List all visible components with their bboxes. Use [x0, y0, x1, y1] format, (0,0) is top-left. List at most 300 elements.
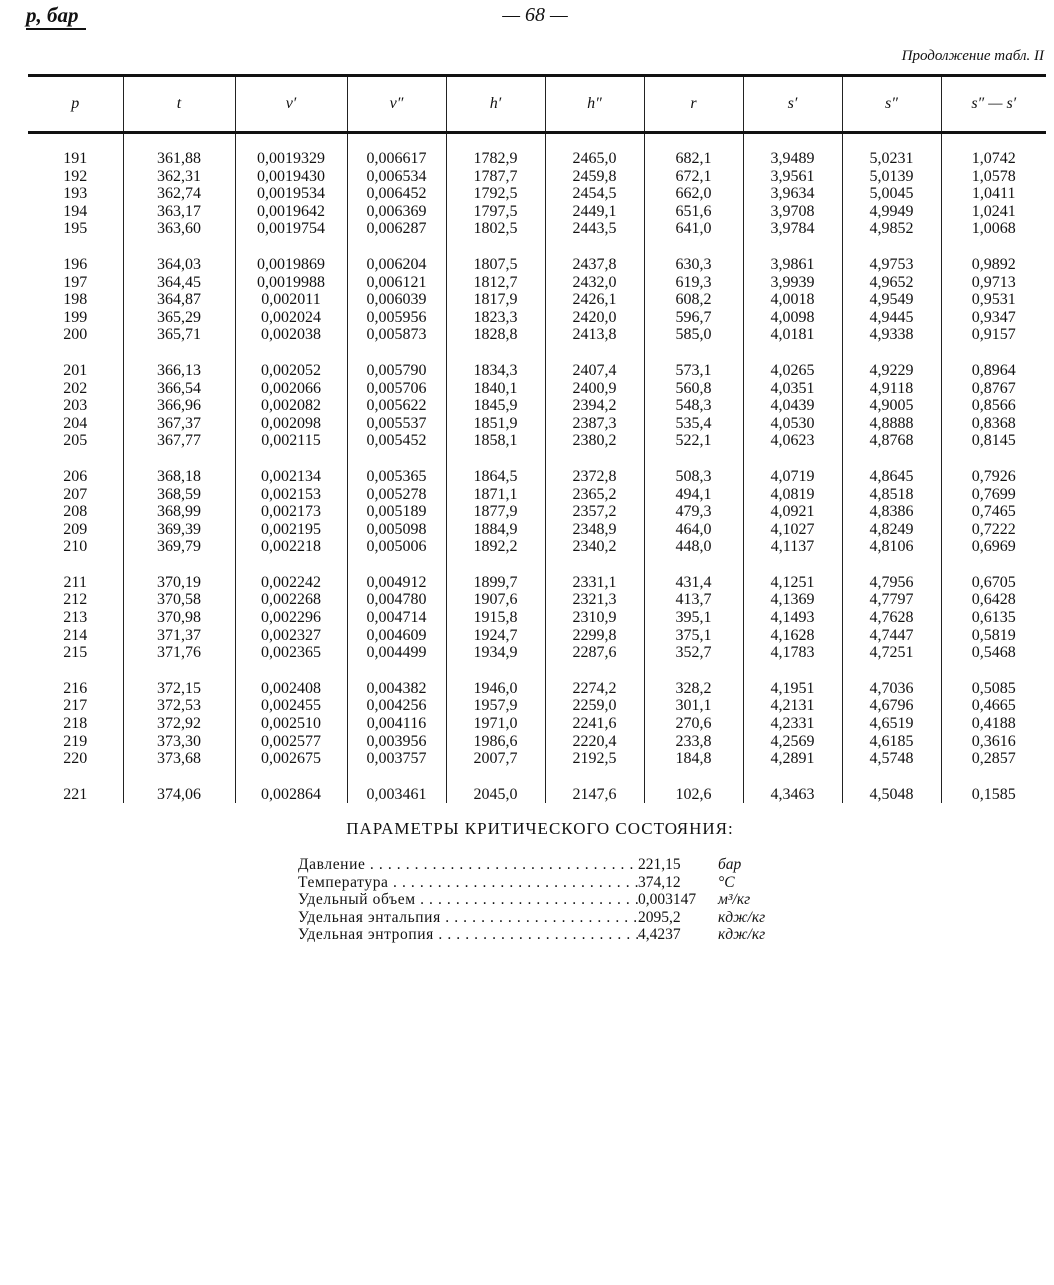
table-cell: 208 [63, 503, 88, 521]
page-number: — 68 — [502, 4, 568, 26]
table-cell: 4,9949 [842, 203, 941, 221]
table-cell: 2259,0 [545, 697, 644, 715]
table-row [28, 627, 1046, 645]
table-cell: 0,006121 [347, 274, 446, 292]
table-row [28, 326, 1046, 344]
table-cell: 4,3463 [743, 768, 842, 804]
table-cell: 0,0019988 [235, 274, 347, 292]
table-cell: 2348,9 [545, 521, 644, 539]
table-cell: 371,37 [123, 627, 235, 645]
table-row [28, 591, 1046, 609]
table-cell: 184,8 [644, 750, 743, 768]
table-cell: 0,0019329 [235, 133, 347, 168]
table-cell: 219 [63, 732, 88, 750]
table-cell: 0,002365 [235, 644, 347, 662]
table-cell: 4,1251 [743, 556, 842, 592]
table-cell: 0,002268 [235, 591, 347, 609]
table-cell: 3,9561 [743, 168, 842, 186]
table-cell: 2147,6 [545, 768, 644, 804]
table-cell: 0,006617 [347, 133, 446, 168]
table-cell: 1915,8 [446, 609, 545, 627]
critical-parameter-value: 374,12 [638, 873, 681, 891]
table-cell: 213 [63, 609, 88, 627]
table-cell: 2437,8 [545, 238, 644, 274]
critical-parameter-name: Удельный объем . . . [298, 891, 638, 909]
table-cell: 203 [63, 397, 88, 415]
table-row [28, 609, 1046, 627]
table-cell: 4,0018 [743, 291, 842, 309]
table-cell: 0,6135 [941, 609, 1046, 627]
table-row [28, 220, 1046, 238]
table-cell: 3,9634 [743, 185, 842, 203]
steam-properties-table [28, 74, 1046, 803]
table-row [28, 432, 1046, 450]
table-cell: 198 [63, 291, 88, 309]
table-cell: 4,1783 [743, 644, 842, 662]
table-cell: 4,7251 [842, 644, 941, 662]
table-cell: 0,004714 [347, 609, 446, 627]
table-cell: 2321,3 [545, 591, 644, 609]
table-row [28, 380, 1046, 398]
table-cell: 1858,1 [446, 432, 545, 450]
table-cell: 1907,6 [446, 591, 545, 609]
table-row [28, 168, 1046, 186]
critical-parameter-name: Давление . . . [298, 856, 638, 874]
table-cell: 0,002098 [235, 415, 347, 433]
column-header: p [28, 76, 123, 133]
table-cell: 464,0 [644, 521, 743, 539]
table-cell: 4,0439 [743, 397, 842, 415]
table-cell: 368,99 [123, 503, 235, 521]
table-cell: 0,7699 [941, 486, 1046, 504]
table-cell: 0,002296 [235, 609, 347, 627]
table-cell: 4,1951 [743, 662, 842, 698]
table-cell: 365,29 [123, 309, 235, 327]
table-cell: 672,1 [644, 168, 743, 186]
table-cell: 2465,0 [545, 133, 644, 168]
table-cell: 1817,9 [446, 291, 545, 309]
table-cell: 1782,9 [446, 133, 545, 168]
table-cell: 1892,2 [446, 538, 545, 556]
table-cell: 1871,1 [446, 486, 545, 504]
table-cell: 0,6705 [941, 556, 1046, 592]
table-cell: 4,6185 [842, 733, 941, 751]
critical-parameter-row [298, 909, 765, 927]
table-cell: 508,3 [644, 450, 743, 486]
table-cell: 0,6969 [941, 538, 1046, 556]
table-cell: 0,5819 [941, 627, 1046, 645]
table-cell: 204 [63, 414, 88, 432]
table-cell: 585,0 [644, 326, 743, 344]
table-cell: 0,005189 [347, 503, 446, 521]
table-row [28, 274, 1046, 292]
table-cell: 1934,9 [446, 644, 545, 662]
table-cell: 2454,5 [545, 185, 644, 203]
table-cell: 608,2 [644, 291, 743, 309]
table-cell: 214 [63, 626, 88, 644]
table-cell: 206 [63, 467, 88, 485]
table-row [28, 203, 1046, 221]
table-cell: 192 [63, 167, 88, 185]
table-cell: 364,03 [123, 238, 235, 274]
table-cell: 0,7926 [941, 450, 1046, 486]
table-cell: 5,0231 [842, 133, 941, 168]
table-row [28, 133, 1046, 168]
table-row [28, 309, 1046, 327]
table-cell: 0,9892 [941, 238, 1046, 274]
table-cell: 4,8106 [842, 538, 941, 556]
table-cell: 2407,4 [545, 344, 644, 380]
table-cell: 4,7797 [842, 591, 941, 609]
table-row [28, 503, 1046, 521]
table-row [28, 415, 1046, 433]
table-cell: 0,0019642 [235, 203, 347, 221]
table-cell: 364,87 [123, 291, 235, 309]
table-cell: 0,004780 [347, 591, 446, 609]
table-cell: 3,9489 [743, 133, 842, 168]
table-cell: 218 [63, 715, 88, 733]
table-cell: 448,0 [644, 538, 743, 556]
critical-parameter-unit: м³/кг [718, 891, 751, 909]
table-cell: 2310,9 [545, 609, 644, 627]
table-continuation-note: Продолжение табл. II [901, 48, 1044, 64]
table-cell: 4,0530 [743, 415, 842, 433]
table-row [28, 238, 1046, 274]
table-cell: 0,002195 [235, 521, 347, 539]
table-row [28, 344, 1046, 380]
table-cell: 5,0139 [842, 168, 941, 186]
table-cell: 0,004382 [347, 662, 446, 698]
table-row [28, 644, 1046, 662]
table-cell: 3,9784 [743, 220, 842, 238]
table-cell: 0,005873 [347, 326, 446, 344]
table-cell: 4,1027 [743, 521, 842, 539]
table-cell: 220 [63, 750, 88, 768]
table-cell: 369,79 [123, 538, 235, 556]
table-cell: 368,18 [123, 450, 235, 486]
critical-parameter-name: Температура . . . [298, 874, 638, 892]
table-cell: 0,005365 [347, 450, 446, 486]
table-cell: 209 [63, 520, 88, 538]
table-cell: 366,96 [123, 397, 235, 415]
table-cell: 395,1 [644, 609, 743, 627]
table-cell: 0,005452 [347, 432, 446, 450]
table-cell: 0,8964 [941, 344, 1046, 380]
table-cell: 1807,5 [446, 238, 545, 274]
table-cell: 4,5048 [842, 768, 941, 804]
table-cell: 210 [63, 538, 88, 556]
table-cell: 2045,0 [446, 768, 545, 804]
table-row [28, 521, 1046, 539]
table-cell: 4,9652 [842, 274, 941, 292]
table-cell: 1792,5 [446, 185, 545, 203]
table-cell: 0,0019754 [235, 220, 347, 238]
table-cell: 0,002082 [235, 397, 347, 415]
table-cell: 0,003461 [347, 768, 446, 804]
table-cell: 0,006369 [347, 203, 446, 221]
table-cell: 0,8767 [941, 380, 1046, 398]
table-cell: 0,002066 [235, 380, 347, 398]
table-cell: 0,006534 [347, 168, 446, 186]
table-cell: 1851,9 [446, 415, 545, 433]
table-cell: 1802,5 [446, 220, 545, 238]
table-cell: 1,0742 [941, 133, 1046, 168]
table-cell: 651,6 [644, 203, 743, 221]
table-cell: 372,53 [123, 697, 235, 715]
table-cell: 0,005790 [347, 344, 446, 380]
table-cell: 1,0241 [941, 203, 1046, 221]
table-cell: 2459,8 [545, 168, 644, 186]
table-cell: 0,7465 [941, 503, 1046, 521]
critical-parameter-name: Удельная энтропия . . . [298, 926, 638, 944]
table-cell: 362,74 [123, 185, 235, 203]
table-cell: 0,002052 [235, 344, 347, 380]
table-cell: 372,92 [123, 715, 235, 733]
table-cell: 1986,6 [446, 733, 545, 751]
critical-parameter-unit: °C [718, 873, 735, 891]
table-cell: 364,45 [123, 274, 235, 292]
table-cell: 216 [63, 679, 88, 697]
table-cell: 370,58 [123, 591, 235, 609]
table-cell: 4,1369 [743, 591, 842, 609]
table-cell: 374,06 [123, 768, 235, 804]
table-cell: 479,3 [644, 503, 743, 521]
table-cell: 193 [63, 185, 88, 203]
table-cell: 4,9753 [842, 238, 941, 274]
table-cell: 2340,2 [545, 538, 644, 556]
table-cell: 5,0045 [842, 185, 941, 203]
table-cell: 1812,7 [446, 274, 545, 292]
table-cell: 4,7447 [842, 627, 941, 645]
table-cell: 363,17 [123, 203, 235, 221]
table-cell: 201 [63, 361, 88, 379]
table-cell: 215 [63, 644, 88, 662]
table-cell: 4,1493 [743, 609, 842, 627]
table-cell: 494,1 [644, 486, 743, 504]
table-cell: 2007,7 [446, 750, 545, 768]
table-cell: 0,002024 [235, 309, 347, 327]
table-cell: 4,2569 [743, 733, 842, 751]
table-cell: 0,004256 [347, 697, 446, 715]
table-cell: 4,5748 [842, 750, 941, 768]
table-cell: 2387,3 [545, 415, 644, 433]
table-cell: 1823,3 [446, 309, 545, 327]
table-cell: 0,9531 [941, 291, 1046, 309]
critical-parameter-row [298, 891, 765, 909]
table-cell: 194 [63, 202, 88, 220]
table-cell: 0,006287 [347, 220, 446, 238]
table-cell: 301,1 [644, 697, 743, 715]
table-cell: 233,8 [644, 733, 743, 751]
table-cell: 413,7 [644, 591, 743, 609]
table-cell: 4,2131 [743, 697, 842, 715]
table-cell: 2365,2 [545, 486, 644, 504]
table-cell: 0,6428 [941, 591, 1046, 609]
table-cell: 0,002242 [235, 556, 347, 592]
table-cell: 4,9338 [842, 326, 941, 344]
table-cell: 4,1137 [743, 538, 842, 556]
table-header-row [28, 76, 1046, 133]
table-cell: 1924,7 [446, 627, 545, 645]
table-cell: 373,30 [123, 733, 235, 751]
table-row [28, 697, 1046, 715]
table-cell: 0,4188 [941, 715, 1046, 733]
table-cell: 362,31 [123, 168, 235, 186]
table-cell: 0,002011 [235, 291, 347, 309]
table-cell: 596,7 [644, 309, 743, 327]
table-cell: 1,0578 [941, 168, 1046, 186]
table-cell: 4,2891 [743, 750, 842, 768]
table-cell: 205 [63, 432, 88, 450]
table-cell: 0,005622 [347, 397, 446, 415]
table-cell: 0,004499 [347, 644, 446, 662]
table-cell: 0,003757 [347, 750, 446, 768]
table-cell: 4,2331 [743, 715, 842, 733]
page-label: p, бар [26, 2, 86, 30]
table-cell: 211 [63, 573, 87, 591]
table-cell: 370,19 [123, 556, 235, 592]
critical-parameter-row [298, 874, 765, 892]
table-cell: 200 [63, 326, 88, 344]
table-cell: 2432,0 [545, 274, 644, 292]
table-cell: 4,9229 [842, 344, 941, 380]
table-cell: 0,002038 [235, 326, 347, 344]
table-cell: 0,8368 [941, 415, 1046, 433]
table-cell: 217 [63, 697, 88, 715]
critical-parameter-unit: кдж/кг [718, 908, 766, 926]
table-cell: 207 [63, 485, 88, 503]
table-cell: 4,9852 [842, 220, 941, 238]
table-cell: 0,004116 [347, 715, 446, 733]
table-cell: 0,004912 [347, 556, 446, 592]
critical-parameters-list [298, 856, 765, 944]
table-cell: 212 [63, 591, 88, 609]
table-cell: 548,3 [644, 397, 743, 415]
table-cell: 4,8518 [842, 486, 941, 504]
table-cell: 641,0 [644, 220, 743, 238]
table-cell: 2274,2 [545, 662, 644, 698]
table-cell: 2426,1 [545, 291, 644, 309]
table-cell: 4,9445 [842, 309, 941, 327]
table-cell: 0,8566 [941, 397, 1046, 415]
critical-parameter-value: 0,003147 [638, 891, 697, 909]
table-cell: 1899,7 [446, 556, 545, 592]
table-cell: 4,9118 [842, 380, 941, 398]
table-cell: 0,005098 [347, 521, 446, 539]
table-cell: 2413,8 [545, 326, 644, 344]
table-body [28, 133, 1046, 804]
table-cell: 0,004609 [347, 627, 446, 645]
table-cell: 4,0351 [743, 380, 842, 398]
table-cell: 2449,1 [545, 203, 644, 221]
table-row [28, 291, 1046, 309]
critical-parameter-value: 221,15 [638, 856, 681, 873]
table-cell: 0,002455 [235, 697, 347, 715]
table-cell: 4,1628 [743, 627, 842, 645]
table-cell: 0,005537 [347, 415, 446, 433]
table-cell: 1845,9 [446, 397, 545, 415]
table-cell: 370,98 [123, 609, 235, 627]
table-cell: 2372,8 [545, 450, 644, 486]
table-cell: 630,3 [644, 238, 743, 274]
table-cell: 4,0623 [743, 432, 842, 450]
table-cell: 2380,2 [545, 432, 644, 450]
table-cell: 368,59 [123, 486, 235, 504]
table-cell: 199 [63, 308, 88, 326]
table-cell: 0,005006 [347, 538, 446, 556]
table-cell: 0,002408 [235, 662, 347, 698]
table-cell: 2192,5 [545, 750, 644, 768]
table-cell: 221 [63, 785, 88, 803]
table-cell: 4,0265 [743, 344, 842, 380]
table-cell: 0,9157 [941, 326, 1046, 344]
table-cell: 196 [63, 255, 88, 273]
table-cell: 1877,9 [446, 503, 545, 521]
table-cell: 1787,7 [446, 168, 545, 186]
table-cell: 560,8 [644, 380, 743, 398]
table-cell: 0,2857 [941, 750, 1046, 768]
column-header: h″ [545, 76, 644, 133]
table-cell: 4,6796 [842, 697, 941, 715]
table-cell: 0,002675 [235, 750, 347, 768]
table-cell: 3,9708 [743, 203, 842, 221]
table-cell: 0,002864 [235, 768, 347, 804]
table-cell: 202 [63, 379, 88, 397]
table-cell: 662,0 [644, 185, 743, 203]
critical-parameter-value: 2095,2 [638, 908, 681, 926]
table-cell: 3,9861 [743, 238, 842, 274]
table-cell: 2331,1 [545, 556, 644, 592]
table-cell: 1797,5 [446, 203, 545, 221]
table-cell: 0,3616 [941, 733, 1046, 751]
table-cell: 367,37 [123, 415, 235, 433]
table-cell: 4,9549 [842, 291, 941, 309]
table-row [28, 486, 1046, 504]
table-cell: 0,8145 [941, 432, 1046, 450]
critical-parameter-unit: бар [718, 856, 742, 873]
column-header: s″ [842, 76, 941, 133]
critical-parameters-title: ПАРАМЕТРЫ КРИТИЧЕСКОГО СОСТОЯНИЯ: [346, 819, 734, 838]
table-cell: 431,4 [644, 556, 743, 592]
table-row [28, 662, 1046, 698]
table-cell: 0,005706 [347, 380, 446, 398]
table-cell: 0,002577 [235, 733, 347, 751]
table-cell: 2443,5 [545, 220, 644, 238]
table-cell: 365,71 [123, 326, 235, 344]
table-cell: 0,005278 [347, 486, 446, 504]
table-row [28, 450, 1046, 486]
table-cell: 1,0068 [941, 220, 1046, 238]
table-cell: 0,006452 [347, 185, 446, 203]
table-cell: 366,13 [123, 344, 235, 380]
table-cell: 4,0181 [743, 326, 842, 344]
column-header: h′ [446, 76, 545, 133]
table-cell: 2299,8 [545, 627, 644, 645]
table-cell: 371,76 [123, 644, 235, 662]
table-cell: 4,7628 [842, 609, 941, 627]
table-row [28, 715, 1046, 733]
table-row [28, 185, 1046, 203]
table-cell: 0,002173 [235, 503, 347, 521]
table-cell: 3,9939 [743, 274, 842, 292]
table-cell: 372,15 [123, 662, 235, 698]
table-cell: 522,1 [644, 432, 743, 450]
table-cell: 0,5468 [941, 644, 1046, 662]
table-cell: 363,60 [123, 220, 235, 238]
table-cell: 375,1 [644, 627, 743, 645]
table-cell: 2420,0 [545, 309, 644, 327]
table-cell: 0,0019534 [235, 185, 347, 203]
